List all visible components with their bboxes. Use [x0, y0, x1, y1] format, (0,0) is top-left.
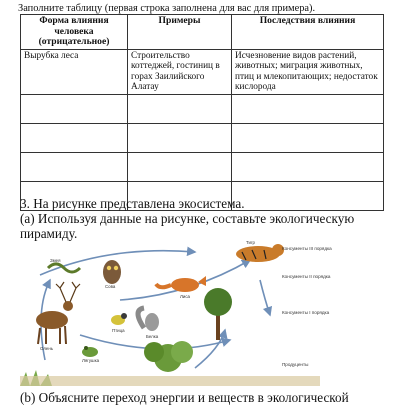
table-row: [21, 49, 384, 94]
table-cell: Строительство коттеджей, гостиниц в горах Заилийского Алатау: [128, 49, 232, 94]
level-label: Консументы III порядка: [282, 246, 332, 251]
table-cell-empty[interactable]: [232, 181, 384, 210]
table-row-empty[interactable]: [21, 123, 384, 152]
table-cell: Вырубка леса: [21, 49, 128, 94]
table-cell-empty[interactable]: [232, 123, 384, 152]
fox-icon: [156, 276, 206, 292]
frog-icon: [82, 346, 98, 357]
table-cell-empty[interactable]: [21, 94, 128, 123]
animal-label: Сова: [105, 284, 116, 289]
ecosystem-diagram: [20, 240, 370, 388]
bird-icon: [111, 313, 127, 325]
animal-label: Тигр: [246, 240, 255, 245]
animal-label: Птица: [112, 328, 125, 333]
table-cell-empty[interactable]: [232, 152, 384, 181]
level-label: Продуценты: [282, 362, 309, 367]
trophic-level-labels: [282, 246, 332, 367]
table-cell-empty[interactable]: [232, 94, 384, 123]
ground-icon: [20, 376, 320, 386]
animal-label: Лягушка: [82, 358, 100, 363]
level-label: Консументы I порядка: [282, 310, 330, 315]
header-examples: Примеры: [128, 15, 232, 50]
bush-icon: [144, 341, 193, 372]
tiger-icon: [236, 244, 284, 262]
animal-label: Лиса: [180, 294, 190, 299]
deer-icon: [36, 282, 80, 344]
svg-text:Консументы II порядка: [282, 274, 331, 279]
animal-label: Змея: [50, 258, 61, 263]
table-instruction: Заполните таблицу (первая строка заполнена для вас для примера).: [18, 3, 316, 14]
table-cell-empty[interactable]: [21, 123, 128, 152]
level-label: Консументы II порядка: [282, 274, 331, 279]
table-header-row: [21, 15, 384, 50]
question-3-title: 3. На рисунке представлена экосистема.: [20, 196, 245, 211]
header-consequences: Последствия влияния: [232, 15, 384, 50]
question-3b-text: (b) Объясните переход энергии и веществ в экологической: [20, 390, 349, 405]
header-influence-form: Форма влияния человека (отрицательное): [21, 15, 128, 50]
question-3a-text: (a) Используя данные на рисунке, составьте экологическую пирамиду.: [20, 211, 355, 241]
table-cell: Исчезновение видов растений, животных; миграция животных, птиц и млекопитающих; недостаток кислорода: [232, 49, 384, 94]
table-row-empty[interactable]: [21, 94, 384, 123]
table-cell-empty[interactable]: [128, 152, 232, 181]
influence-table: [20, 14, 384, 211]
animal-label: Белка: [146, 334, 159, 339]
svg-text:Консументы I порядка: [282, 310, 330, 315]
owl-icon: [103, 260, 121, 284]
tree-icon: [204, 288, 232, 340]
table-cell-empty[interactable]: [128, 123, 232, 152]
svg-text:Продуценты: [282, 362, 308, 367]
animal-label: Олень: [40, 346, 54, 351]
table-row-empty[interactable]: [21, 152, 384, 181]
table-cell-empty[interactable]: [128, 94, 232, 123]
squirrel-icon: [138, 308, 159, 331]
table-cell-empty[interactable]: [21, 152, 128, 181]
svg-text:Консументы III порядка: [282, 246, 332, 251]
